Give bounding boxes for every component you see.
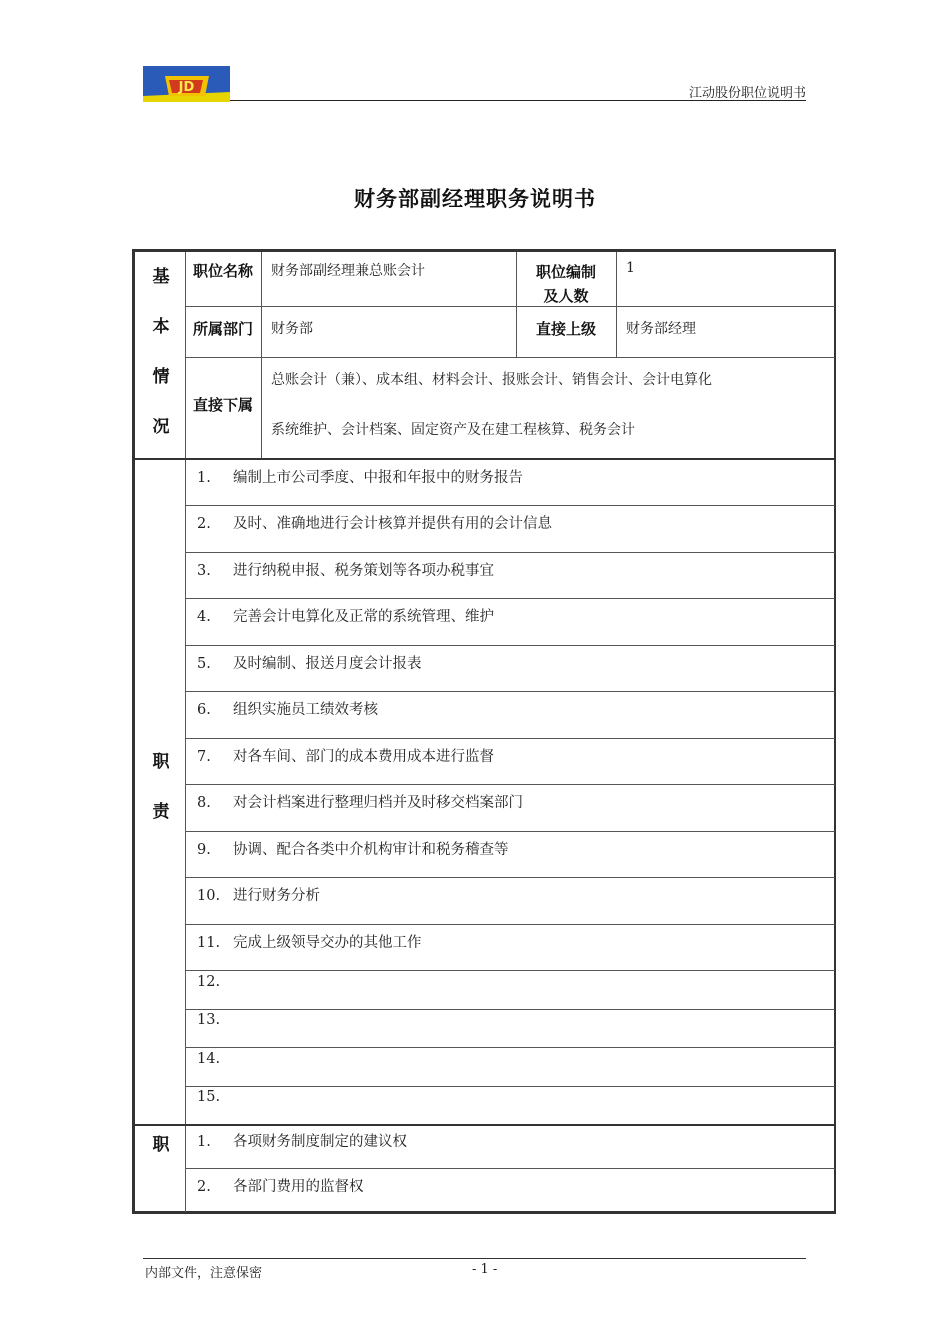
duty-item-empty: 15. bbox=[197, 1089, 221, 1105]
duty-item: 10. 进行财务分析 bbox=[197, 888, 320, 904]
position-name-value: 财务部副经理兼总账会计 bbox=[271, 263, 425, 279]
duty-item: 5. 及时编制、报送月度会计报表 bbox=[197, 656, 422, 672]
logo-icon bbox=[143, 66, 230, 102]
headcount-value: 1 bbox=[626, 260, 635, 276]
headcount-label: 职位编制 及人数 bbox=[535, 263, 596, 305]
footer-rule bbox=[143, 1258, 806, 1259]
duty-item-empty: 14. bbox=[197, 1051, 221, 1067]
position-name-label: 职位名称 bbox=[192, 262, 253, 280]
superior-label: 直接上级 bbox=[535, 320, 596, 338]
duty-item-empty: 13. bbox=[197, 1012, 221, 1028]
duty-item-empty: 12. bbox=[197, 974, 221, 990]
subordinate-label: 直接下属 bbox=[192, 396, 253, 414]
basic-section-bottom bbox=[135, 458, 835, 460]
duty-item: 7. 对各车间、部门的成本费用成本进行监督 bbox=[197, 749, 494, 765]
department-label: 所属部门 bbox=[192, 320, 253, 338]
duty-item: 2. 及时、准确地进行会计核算并提供有用的会计信息 bbox=[197, 516, 552, 532]
duty-item: 4. 完善会计电算化及正常的系统管理、维护 bbox=[197, 609, 494, 625]
duty-item: 1. 编制上市公司季度、中报和年报中的财务报告 bbox=[197, 470, 523, 486]
logo-text: JD bbox=[178, 80, 195, 95]
basic-section-label: 基 本 情 况 bbox=[152, 267, 170, 437]
header-doc-name: 江动股份职位说明书 bbox=[688, 86, 806, 101]
page-title: 财务部副经理职务说明书 bbox=[354, 187, 596, 211]
authority-section-label: 职 bbox=[152, 1135, 170, 1155]
department-value: 财务部 bbox=[271, 321, 313, 337]
subordinate-value-line1: 总账会计（兼）、成本组、材料会计、报账会计、销售会计、会计电算化 bbox=[271, 372, 712, 388]
duty-item: 11. 完成上级领导交办的其他工作 bbox=[197, 935, 422, 951]
duty-item: 3. 进行纳税申报、税务策划等各项办税事宜 bbox=[197, 563, 494, 579]
duties-section-bottom bbox=[135, 1124, 835, 1126]
subordinate-value-line2: 系统维护、会计档案、固定资产及在建工程核算、税务会计 bbox=[271, 422, 635, 438]
authority-item: 1. 各项财务制度制定的建议权 bbox=[197, 1134, 407, 1150]
job-description-table: 基 本 情 况 职位名称 财务部副经理兼总账会计 职位编制 及人数 1 所属部门 财务部 直接上级 财务部经理 直接下属 总账会计（兼）、成本组、材料会计、报账会计、销售会计、会计电算化 系统维护、会计档案、固定资产及在建工程核算、税务会计 职 责 1. 编制上市公司季度、中报和年报中的财务报告 2. 及时、准确地进行会计核算并提供有用的会计信息 3. 进行纳税申报、税务策划等各项办税事宜 4. 完善会计电算化及正常的系统管理、维护 5. 及时编制、报送月度会计报表 6. 组织实施员工绩效考核 7. 对各车间、部门的成本费用成本进行监督 8. 对会计档案进行整理归档并及时移交档案部门 9. 协调、配合各类中介机构审计和税务稽查等 10. 进行财务分析 11. 完成上级领导交办的其他工作 12. 13. 14. 15. 职 1. 各项财务制度制定的建议权 2. 各部门费用的监督权 bbox=[132, 249, 836, 1214]
duty-item: 8. 对会计档案进行整理归档并及时移交档案部门 bbox=[197, 795, 523, 811]
duty-item: 9. 协调、配合各类中介机构审计和税务稽查等 bbox=[197, 842, 509, 858]
page-number: - 1 - bbox=[472, 1262, 498, 1277]
duty-item: 6. 组织实施员工绩效考核 bbox=[197, 702, 378, 718]
superior-value: 财务部经理 bbox=[626, 321, 696, 337]
authority-item: 2. 各部门费用的监督权 bbox=[197, 1179, 364, 1195]
company-logo bbox=[143, 66, 230, 102]
confidential-notice: 内部文件，注意保密 bbox=[145, 1266, 263, 1281]
